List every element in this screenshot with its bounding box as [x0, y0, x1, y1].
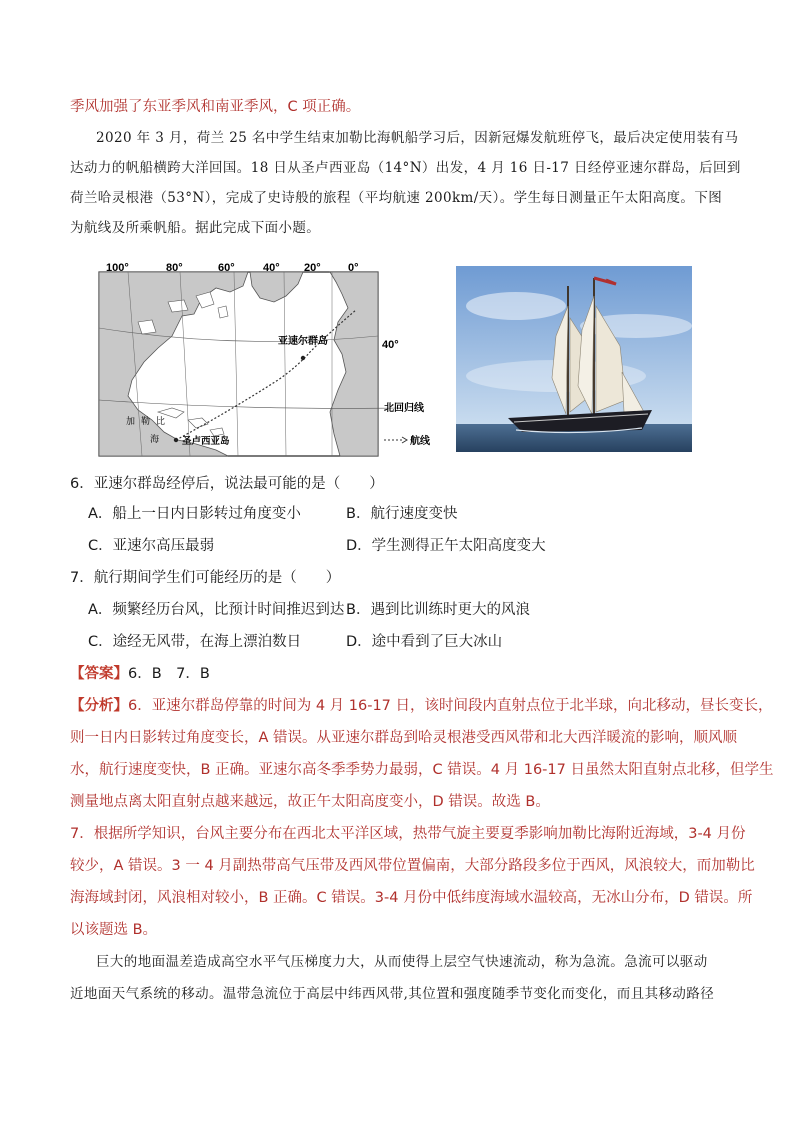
route-map — [98, 262, 438, 458]
lon-40: 40° — [263, 262, 280, 274]
q7-stem: 7．航行期间学生们可能经历的是（ ） — [70, 570, 341, 586]
q6-option-d[interactable]: D．学生测得正午太阳高度变大 — [346, 538, 546, 554]
answer-line — [70, 663, 730, 685]
sailing-ship-photo — [456, 266, 692, 452]
analysis-line-1 — [70, 695, 773, 717]
analysis-tag: 【分析】 — [70, 698, 128, 714]
passage1-line-3: 荷兰哈灵根港（53°N），完成了史诗般的旅程（平均航速 200km/天）。学生每日测量正午太阳高度。下图 — [70, 190, 723, 206]
passage2-line-1: 巨大的地面温差造成高空水平气压梯度力大，从而使得上层空气快速流动，称为急流。急流可以驱动 — [96, 954, 708, 970]
answer-tag: 【答案】 — [70, 666, 128, 682]
lon-60: 60° — [218, 262, 235, 274]
lon-0: 0° — [348, 262, 359, 274]
st-lucia-point — [174, 438, 178, 442]
analysis-line-5: 7．根据所学知识，台风主要分布在西北太平洋区域，热带气旋主要夏季影响加勒比海附近海域，3-4 月份 — [70, 826, 746, 842]
q7-option-c[interactable]: C．途经无风带，在海上漂泊数日 — [88, 634, 302, 650]
passage1-line-2: 达动力的帆船横跨大洋回国。18 日从圣卢西亚岛（14°N）出发，4 月 16 日-17 日经停亚速尔群岛，后回到 — [70, 160, 741, 176]
analysis-line-2: 则一日内日影转过角度变长，A 错误。从亚速尔群岛到哈灵根港受西风带和北大西洋暖流的影响，顺风顺 — [70, 730, 738, 746]
st-lucia-label: 圣卢西亚岛 — [182, 436, 230, 447]
analysis-text-1: 6．亚速尔群岛停靠的时间为 4 月 16-17 日，该时间段内直射点位于北半球，向北移动，昼长变长， — [128, 698, 773, 714]
q6-stem: 6．亚速尔群岛经停后，说法最可能的是（ ） — [70, 476, 384, 492]
q7-option-d[interactable]: D．途中看到了巨大冰山 — [346, 634, 503, 650]
legend-label: 航线 — [410, 436, 430, 447]
passage1-line-4: 为航线及所乘帆船。据此完成下面小题。 — [70, 220, 321, 236]
lon-20: 20° — [304, 262, 321, 274]
analysis-line-4: 测量地点离太阳直射点越来越远，故正午太阳高度变小，D 错误。故选 B。 — [70, 794, 550, 810]
passage1-line-1: 2020 年 3 月，荷兰 25 名中学生结束加勒比海帆船学习后，因新冠爆发航班停飞，最后决定使用装有马 — [96, 130, 739, 146]
azores-point — [301, 356, 305, 360]
lat-40: 40° — [382, 339, 399, 351]
azores-label: 亚速尔群岛 — [278, 336, 328, 347]
analysis-line-3: 水，航行速度变快，B 正确。亚速尔高冬季季势力最弱，C 错误。4 月 16-17 日虽然太阳直射点北移，但学生 — [70, 762, 774, 778]
analysis-line-6: 较少，A 错误。3 一 4 月副热带高气压带及西风带位置偏南，大部分路段多位于西风，风浪较大，而加勒比 — [70, 858, 755, 874]
lon-100: 100° — [106, 262, 129, 274]
sea-label: 海 — [150, 435, 160, 445]
tropic-label: 北回归线 — [384, 403, 424, 414]
q7-option-b[interactable]: B．遇到比训练时更大的风浪 — [346, 602, 530, 618]
analysis-line-8: 以该题选 B。 — [70, 922, 158, 938]
lon-80: 80° — [166, 262, 183, 274]
q7-option-a[interactable]: A．频繁经历台风，比预计时间推迟到达 — [88, 602, 345, 618]
passage2-line-2: 近地面天气系统的移动。温带急流位于高层中纬西风带,其位置和强度随季节变化而变化，而且其移动路径 — [70, 986, 715, 1002]
legend-arrow-icon — [402, 437, 407, 443]
caribbean-label: 加勒比 — [126, 417, 172, 427]
q6-option-c[interactable]: C．亚速尔高压最弱 — [88, 538, 215, 554]
q6-option-b[interactable]: B．航行速度变快 — [346, 506, 458, 522]
analysis-line-7: 海海域封闭，风浪相对较小，B 正确。C 错误。3-4 月份中低纬度海域水温较高，无冰山分布，D 错误。所 — [70, 890, 753, 906]
q6-option-a[interactable]: A．船上一日内日影转过角度变小 — [88, 506, 301, 522]
answer-text: 6．B 7．B — [128, 666, 210, 682]
intro-line: 季风加强了东亚季风和南亚季风，C 项正确。 — [70, 99, 361, 115]
